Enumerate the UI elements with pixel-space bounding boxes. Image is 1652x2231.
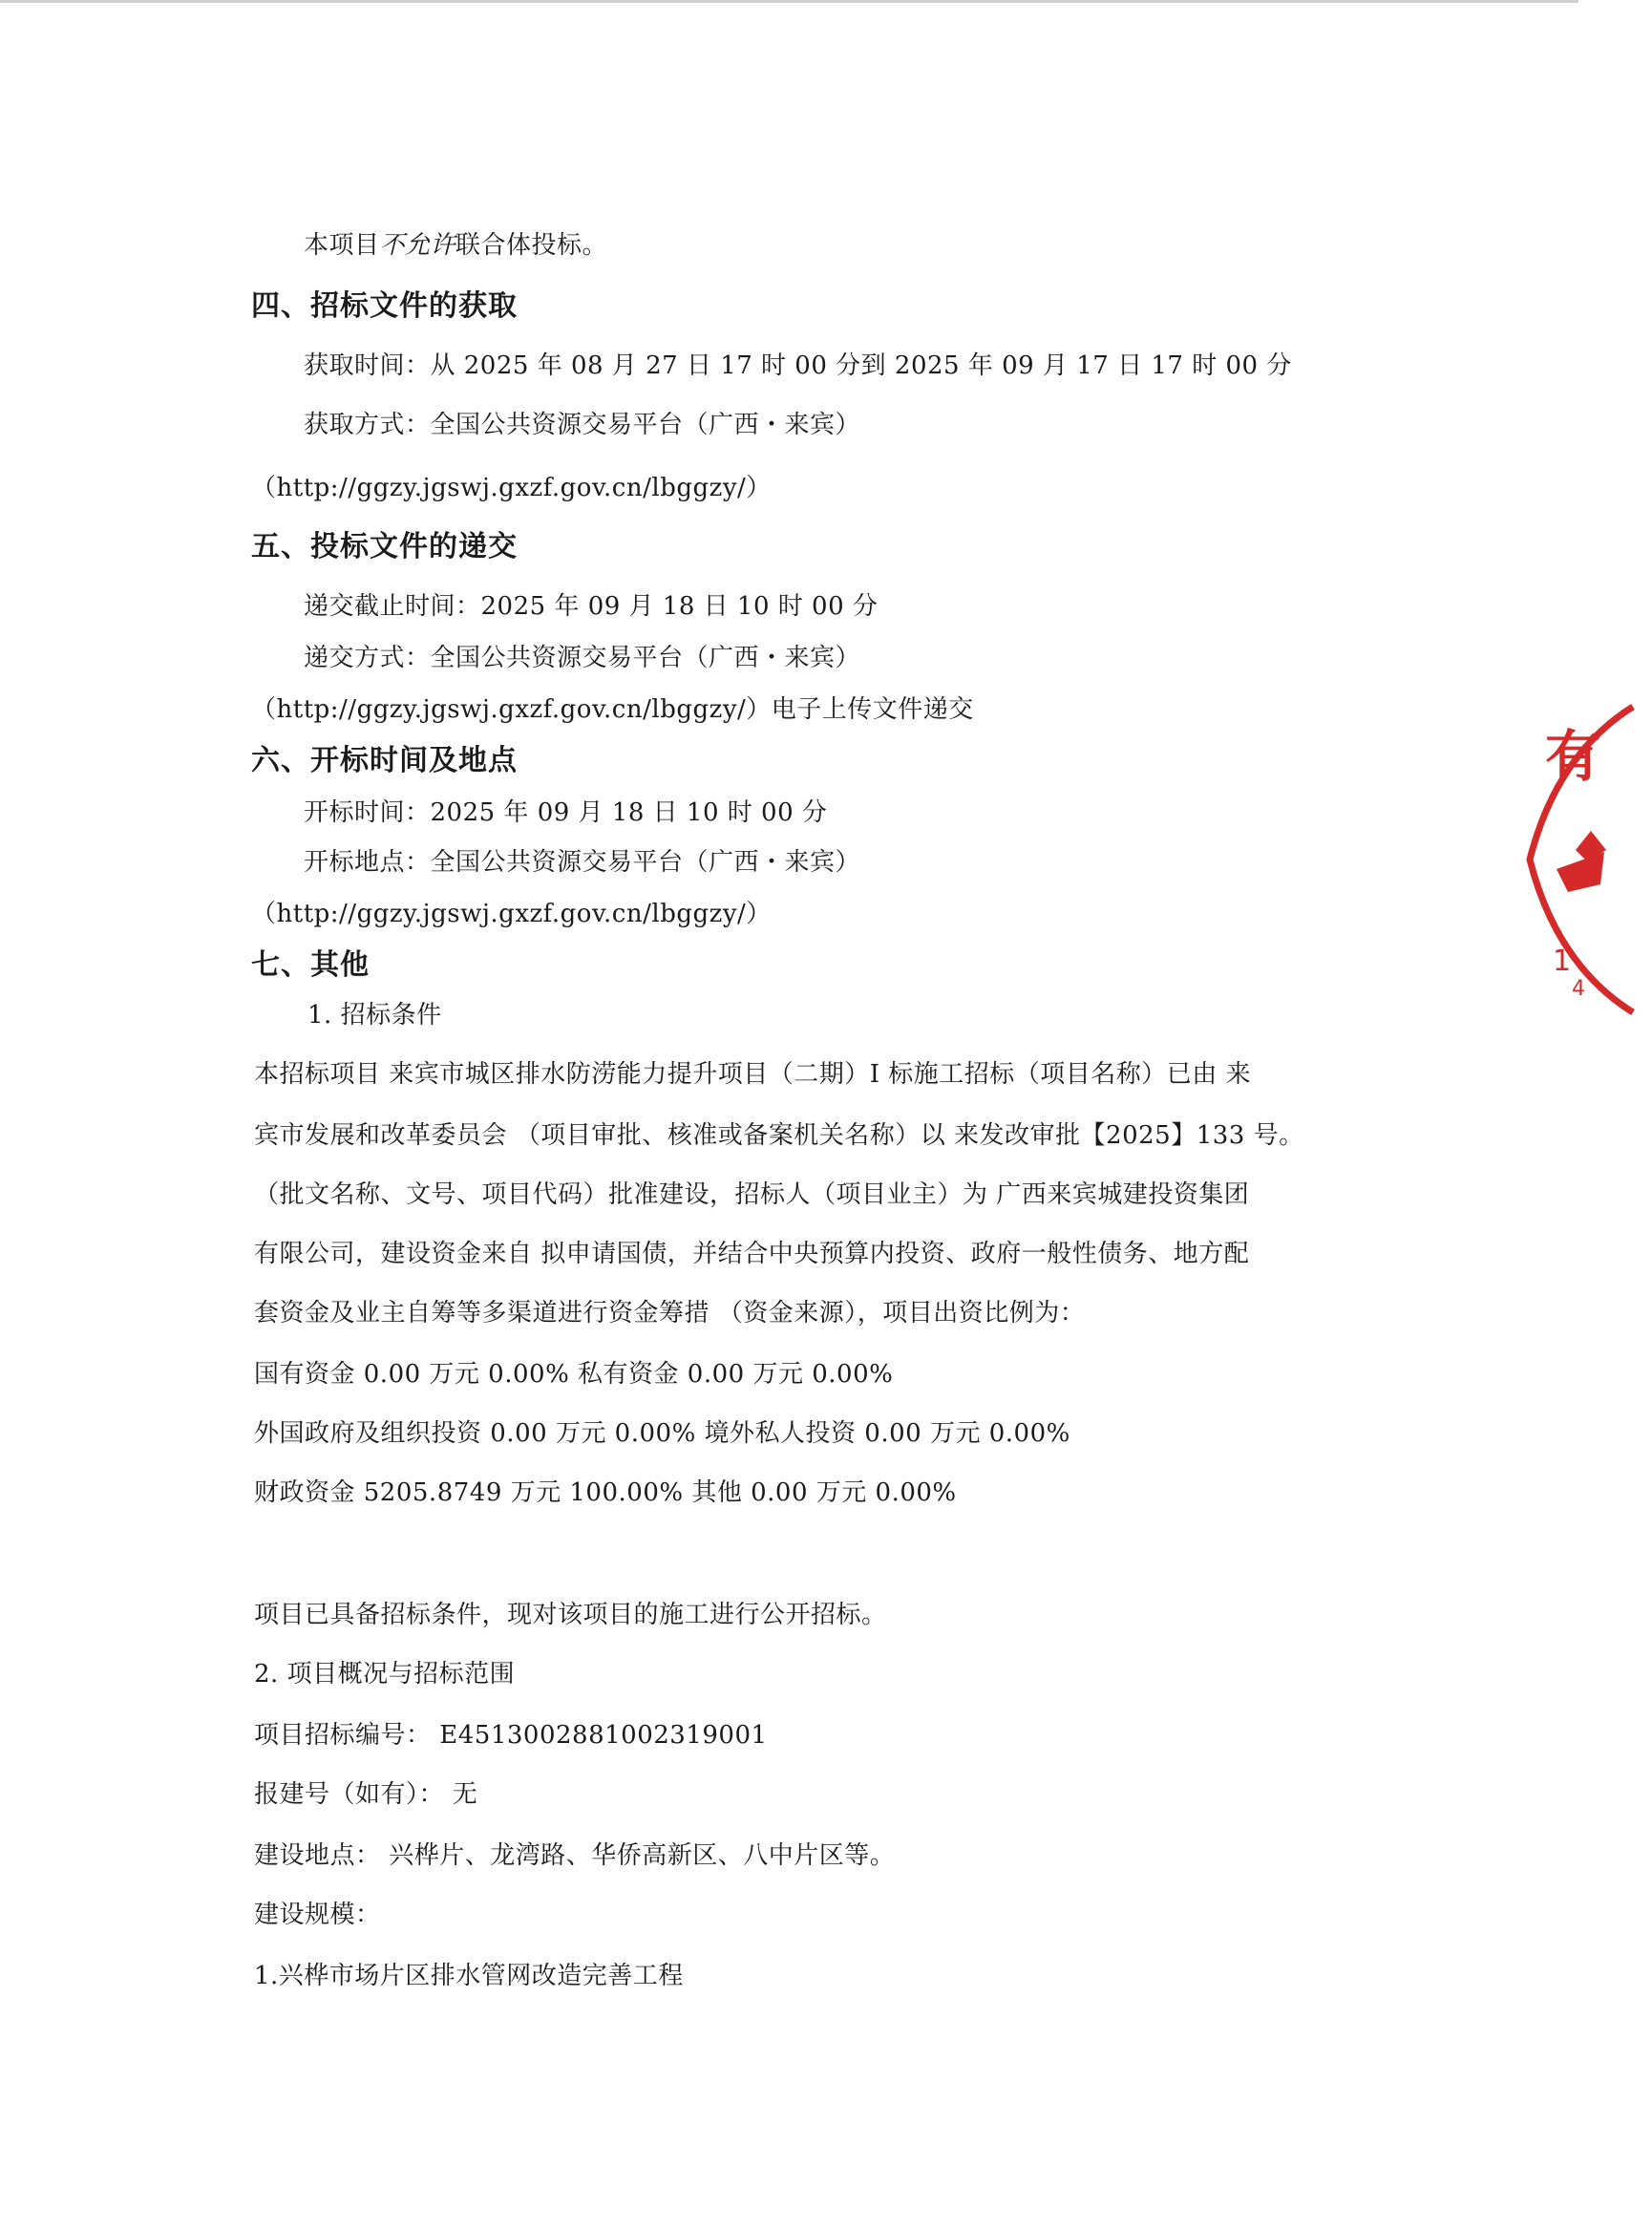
svg-text:4: 4 xyxy=(1572,977,1585,1001)
acquisition-url: （http://ggzy.jgswj.gxzf.gov.cn/lbggzy/） xyxy=(251,474,772,502)
submission-method: 递交方式：全国公共资源交易平台（广西・来宾） xyxy=(304,644,861,672)
funding-line: 国有资金 0.00 万元 0.00% 私有资金 0.00 万元 0.00% xyxy=(254,1360,894,1389)
ready-statement: 项目已具备招标条件，现对该项目的施工进行公开招标。 xyxy=(254,1601,887,1629)
svg-text:有: 有 xyxy=(1545,724,1601,789)
red-seal-stamp xyxy=(1518,688,1652,1031)
section-7-heading: 七、其他 xyxy=(251,948,370,982)
funding-line: 外国政府及组织投资 0.00 万元 0.00% 境外私人投资 0.00 万元 0.00% xyxy=(254,1419,1070,1448)
acquisition-method: 获取方式：全国公共资源交易平台（广西・来宾） xyxy=(304,411,861,439)
condition-paragraph-line: 有限公司，建设资金来自 拟申请国债，并结合中央预算内投资、政府一般性债务、地方配 xyxy=(254,1240,1250,1268)
condition-paragraph-line: （批文名称、文号、项目代码）批准建设，招标人（项目业主）为 广西来宾城建投资集团 xyxy=(254,1180,1250,1209)
bid-number: 项目招标编号： E4513002881002319001 xyxy=(254,1721,768,1750)
acquisition-time: 获取时间：从 2025 年 08 月 27 日 17 时 00 分到 2025 年 09 月 17 日 17 时 00 分 xyxy=(304,351,1292,380)
construction-scale-item: 1.兴桦市场片区排水管网改造完善工程 xyxy=(254,1962,684,1990)
section-5-heading: 五、投标文件的递交 xyxy=(251,530,518,563)
condition-paragraph-line: 宾市发展和改革委员会 （项目审批、核准或备案机关名称）以 来发改审批【2025】133 号。 xyxy=(254,1121,1304,1150)
construction-location: 建设地点： 兴桦片、龙湾路、华侨高新区、八中片区等。 xyxy=(254,1841,896,1870)
condition-paragraph-line: 套资金及业主自筹等多渠道进行资金筹措 （资金来源），项目出资比例为： xyxy=(254,1299,1086,1328)
section-6-heading: 六、开标时间及地点 xyxy=(251,744,518,777)
consortium-line xyxy=(304,229,607,262)
consortium-text-pre: 本项目 xyxy=(304,231,380,260)
construction-scale-label: 建设规模： xyxy=(254,1901,381,1929)
consortium-text-emphasis: 不允许 xyxy=(379,231,456,260)
submission-url: （http://ggzy.jgswj.gxzf.gov.cn/lbggzy/）电子上传文件递交 xyxy=(251,695,974,724)
report-number: 报建号（如有）： 无 xyxy=(254,1780,478,1809)
submission-deadline: 递交截止时间：2025 年 09 月 18 日 10 时 00 分 xyxy=(304,592,879,621)
item-1-title: 1. 招标条件 xyxy=(307,1001,442,1030)
funding-line: 财政资金 5205.8749 万元 100.00% 其他 0.00 万元 0.00% xyxy=(254,1478,957,1507)
opening-url: （http://ggzy.jgswj.gxzf.gov.cn/lbggzy/） xyxy=(251,900,772,928)
svg-text:1: 1 xyxy=(1553,945,1572,978)
opening-place: 开标地点：全国公共资源交易平台（广西・来宾） xyxy=(304,848,861,877)
opening-time: 开标时间：2025 年 09 月 18 日 10 时 00 分 xyxy=(304,798,828,827)
consortium-text-post: 联合体投标。 xyxy=(455,231,608,260)
item-2-title: 2. 项目概况与招标范围 xyxy=(254,1660,516,1689)
condition-paragraph-line: 本招标项目 来宾市城区排水防涝能力提升项目（二期）I 标施工招标（项目名称）已由 来 xyxy=(254,1060,1252,1089)
section-4-heading: 四、招标文件的获取 xyxy=(251,289,518,323)
